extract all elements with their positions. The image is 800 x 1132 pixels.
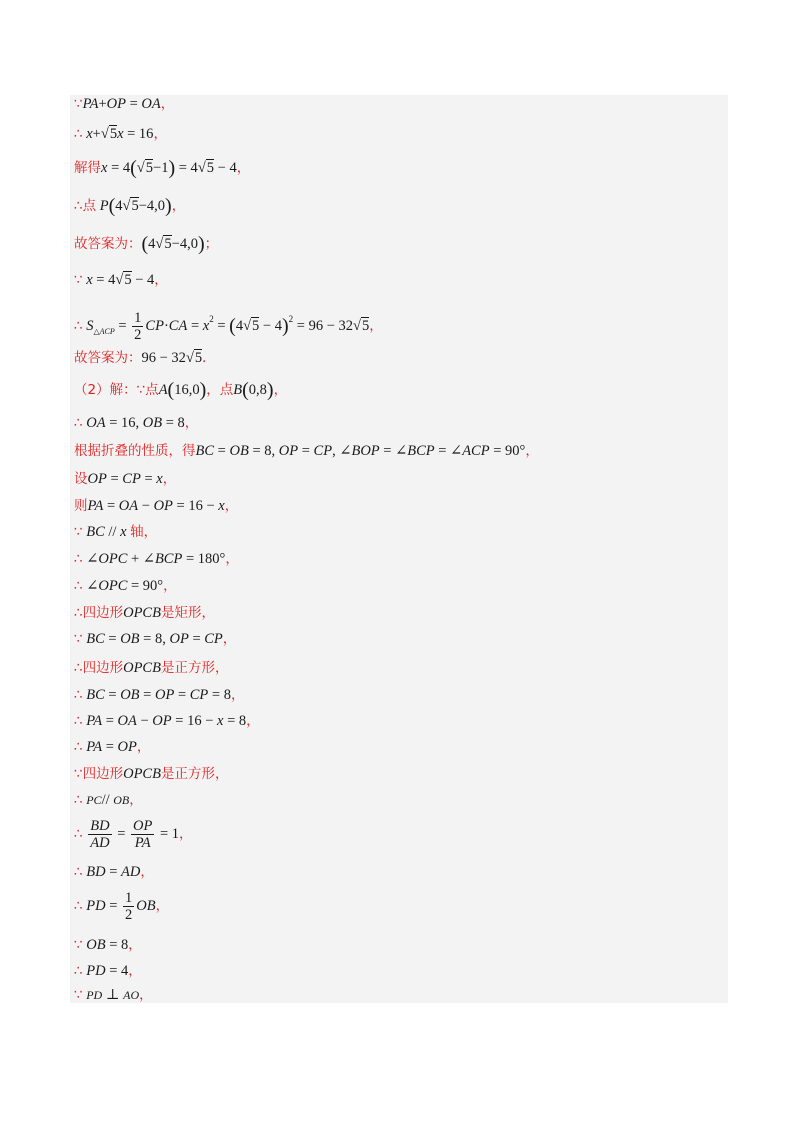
solution-line: ∵ BC = OB = 8, OP = CP， [74,631,237,647]
line-prefix: ∴ [74,864,83,880]
line-prefix: ∴点 [74,198,97,214]
line-prefix: 则 [74,498,88,514]
line-suffix: ， [236,160,251,176]
solution-line: ∴ PC// OB， [74,792,143,808]
line-prefix: ∴ [74,578,83,594]
line-prefix: ∴ [74,713,83,729]
line-prefix: ∴ [74,687,83,703]
line-prefix: ∵ [74,987,83,1003]
line-suffix: 是矩形， [160,605,215,621]
solution-line: 则PA = OA − OP = 16 − x， [74,498,239,514]
line-suffix: 是正方形， [160,660,229,676]
solution-line: ∵ PD ⊥ AO， [74,987,153,1003]
line-suffix: ， [179,825,193,842]
line-prefix: ∵ [74,631,83,647]
line-suffix: ， [225,551,239,567]
solution-line: ∴ ∠OPC + ∠BCP = 180°， [74,551,239,567]
solution-line: ∴点 P(4√5−4,0)， [74,195,186,217]
line-suffix: ， [171,198,186,214]
line-suffix: ， [160,96,175,112]
line-suffix: ， [163,578,177,594]
line-prefix: 解得 [74,160,101,176]
line-suffix: ， [128,937,142,953]
line-suffix: ． [202,350,216,366]
line-prefix: 故答案为： [74,350,142,366]
solution-line: ∴ $S_{\triangle ACP}$ = $\frac{1}{2}$ $CP\cdot CA = x^2 = (4√5 - 4)^2 = 96 - 32√5$， [74,310,383,344]
line-suffix: ， [136,739,151,755]
line-suffix: ， [162,471,177,487]
solution-line: 解得x = 4(√5−1) = 4√5 − 4， [74,157,251,179]
solution-line: ∴ PD = 4， [74,963,142,979]
solution-line: ∴ PA = OA − OP = 16 − x = 8， [74,713,260,729]
solution-line: 故答案为：(4√5−4,0)； [74,233,219,255]
line-prefix: ∵ [74,524,83,540]
line-suffix: ， [230,687,245,703]
line-suffix: ， [153,126,167,142]
line-prefix: ∵ [74,96,83,112]
solution-line: ∵四边形OPCB是正方形， [74,766,229,782]
solution-line: ∴ ∠OPC = 90°， [74,578,177,594]
line-suffix: ， [525,443,539,459]
solution-line: ∴ PA = OP， [74,739,151,755]
line-prefix: ∴ [74,739,83,755]
line-prefix: ∴ [74,825,83,842]
solution-line: ∴ BC = OB = OP = CP = 8， [74,687,245,703]
line-suffix: ， [184,415,199,431]
line-suffix: ； [204,236,219,252]
solution-line: 故答案为：96 − 32√5． [74,350,216,366]
solution-line: ∴四边形OPCB是矩形， [74,605,215,621]
line-suffix: ， [154,272,168,288]
line-suffix: ， [224,498,239,514]
line-prefix: ∴ [74,551,83,567]
solution-line: ∴ BD = AD， [74,864,154,880]
line-mid: ，点 [206,382,234,398]
line-suffix: ， [155,897,170,914]
line-suffix: ， [222,631,237,647]
line-suffix: ， [273,382,288,398]
line-prefix: ∴ [74,897,83,914]
line-suffix: 是正方形， [160,766,229,782]
solution-line: ∴ $\frac{BD}{AD}$ = $\frac{OP}{PA}$ = 1， [74,818,193,851]
solution-line: ∴四边形OPCB是正方形， [74,660,229,676]
line-prefix: 故答案为： [74,236,142,252]
line-prefix: 根据折叠的性质，得 [74,443,196,459]
line-suffix: ， [140,864,154,880]
line-suffix: ， [369,318,383,334]
solution-line: ∵ BC // x 轴， [74,524,158,540]
solution-line: ∵ x = 4√5 − 4， [74,272,168,288]
line-prefix: ∵ [74,272,83,288]
line-prefix: ∴四边形 [74,660,124,676]
solution-line: 根据折叠的性质，得BC = OB = 8, OP = CP, ∠BOP = ∠BCP = ∠ACP = 90°， [74,443,539,459]
solution-line: ∴ x+√5x = 16， [74,126,167,142]
solution-line: ∵PA+OP = OA， [74,96,175,112]
line-suffix: ， [246,713,260,729]
solution-line: ∵ OB = 8， [74,937,142,953]
solution-line: ∴ OA = 16, OB = 8， [74,415,199,431]
line-prefix: ∴ [74,415,83,431]
line-prefix: ∴四边形 [74,605,124,621]
line-prefix: ∴ [74,963,83,979]
line-suffix: ， [129,792,143,808]
line-prefix: 设 [74,471,88,487]
line-prefix: （2）解：∵点 [74,382,159,398]
line-prefix: ∵ [74,937,83,953]
line-prefix: ∴ [74,126,83,142]
line-suffix: ， [139,987,153,1003]
line-prefix: ∵四边形 [74,766,124,782]
solution-line: 设OP = CP = x， [74,471,177,487]
line-prefix: ∴ [74,792,83,808]
line-prefix: ∴ [74,318,83,334]
solution-line: （2）解：∵点A(16,0)，点B(0,8)， [74,379,288,401]
solution-line: ∴ PD = $\frac{1}{2}$ OB， [74,890,170,923]
line-suffix: 轴， [130,524,158,540]
line-suffix: ， [128,963,142,979]
